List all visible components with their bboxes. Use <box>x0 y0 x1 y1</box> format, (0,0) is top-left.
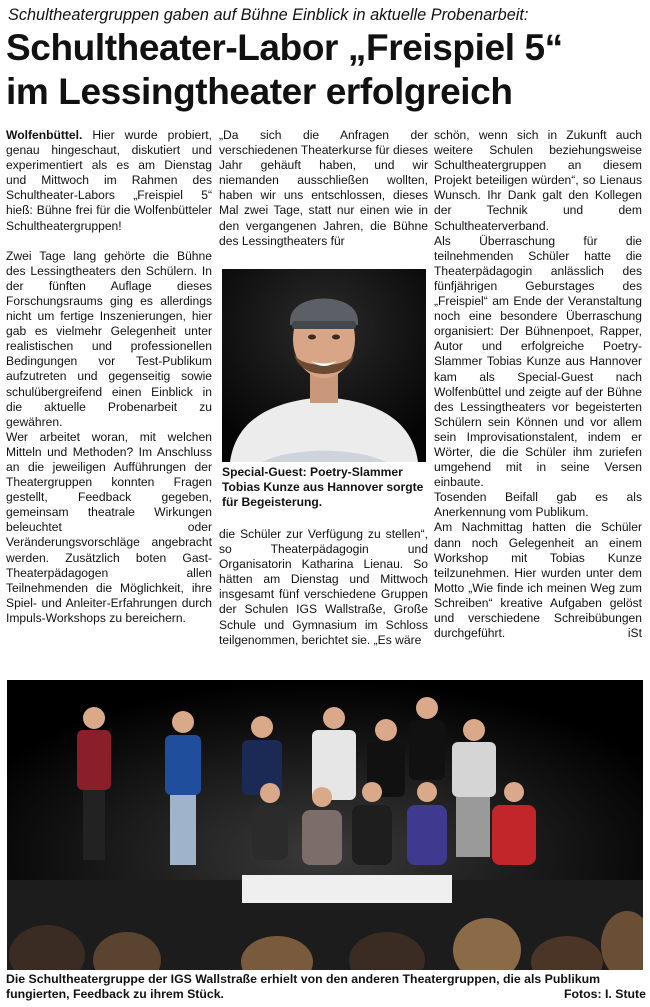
paragraph: „Da sich die Anfragen der verschiedenen Theaterkurse für dieses Jahr gehäuft haben, und wir niemanden ausschließen wollten, haben wir uns entschlossen, dieses Mal zwei Tage, statt nur einen wie in den vergangenen Jahren, die Bühne des Lessingtheaters für <box>219 128 428 248</box>
headline-line-2: im Lessingtheater erfolgreich <box>6 71 513 112</box>
photo-credit: Fotos: I. Stute <box>564 986 646 1001</box>
stage-illustration <box>7 680 643 970</box>
paragraph: Zwei Tage lang gehörte die Bühne des Lessingtheaters den Schülern. In der fünften Auflage dieses Forschungsraums ging es allerdings nicht um fertige Inszenierungen, hier gab es vielmehr Gelegenheit unter realistischen und professionellen Bedingungen vor Test-Publikum aufzutreten und gegenseitig sowie schulübergreifend einen Einblick in die aktuelle Probenarbeit zu gewähren. <box>6 248 212 429</box>
text-column-2-bottom <box>219 527 428 648</box>
text-column-3 <box>434 128 642 641</box>
stage-photo <box>7 680 643 970</box>
paragraph-text: Am Nachmittag hatten die Schüler dann noch Gelegenheit an einem Workshop mit Tobias Kunze teilzunehmen. Hier wurden unter dem Motto „Wie finde ich meinen Weg zum Schreiben“ kreative Aufgaben gelöst und verschiedene Schreibübungen durchgeführt. <box>434 520 642 641</box>
article-kicker: Schultheatergruppen gaben auf Bühne Einblick in aktuelle Probenarbeit: <box>8 6 529 24</box>
dateline: Wolfenbüttel. <box>6 128 83 142</box>
portrait-photo <box>222 269 426 462</box>
author-signature: iSt <box>627 626 642 641</box>
stage-photo-caption <box>6 972 646 1001</box>
paragraph: schön, wenn sich in Zukunft auch weitere Schulen beziehungsweise Schultheatergruppen an diesem Projekt beteiligen würden“, so Lienaus Wunsch. Ihr Dank galt den Kollegen der Technik und dem Schultheaterverband. <box>434 128 642 233</box>
paragraph: Tosenden Beifall gab es als Anerkennung vom Publikum. <box>434 490 642 520</box>
portrait-illustration <box>222 269 426 462</box>
paragraph-last <box>434 520 642 641</box>
article-headline <box>6 26 646 114</box>
headline-line-1: Schultheater-Labor „Freispiel 5“ <box>6 27 563 68</box>
text-column-2-top <box>219 128 428 249</box>
portrait-caption: Special-Guest: Poetry-Slammer Tobias Kunze aus Hannover sorgte für Begeisterung. <box>222 465 424 510</box>
paragraph-intro <box>6 128 212 234</box>
paragraph: die Schüler zur Verfügung zu stellen“, so Theaterpädagogin und Organisatorin Katharina Lienau. So hätten am Dienstag und Mittwoch insgesamt fünf verschiedene Gruppen der Schulen IGS Wallstraße, Große Schule und Gymnasium im Schloss teilgenommen, berichtet sie. „Es wäre <box>219 527 428 647</box>
intro-text: Hier wurde probiert, genau hingeschaut, diskutiert und experimentiert als es am Dienstag und Mittwoch im Rahmen des Schultheater-Labors „Freispiel 5“ hieß: Bühne frei für die Wolfenbütteler Schultheatergruppen! <box>6 128 212 233</box>
caption-text: Die Schultheatergruppe der IGS Wallstraße erhielt von den anderen Theatergruppen, die als Publikum fungierten, Feedback zu ihrem Stück. <box>6 972 601 1001</box>
text-column-1 <box>6 128 212 626</box>
paragraph: Als Überraschung für die teilnehmenden Schüler hatte die Theaterpädagogin anlässlich des fünfjährigen Geburstages des „Freispiel“ am Ende der Veranstaltung noch eine besondere Überraschung organisiert: Der Bühnenpoet, Rapper, Autor und erfolgreiche Poetry-Slammer Tobias Kunze aus Hannover kam als Special-Guest nach Wolfenbüttel und zeigte auf der Bühne des Lessingtheaters vor begeisterten Schülern sein Können und vor allem sein Improvisationstalent, indem er Wörter, die die Schüler ihm zuriefen umgehend mit in seine Versen einbaute. <box>434 233 642 490</box>
paragraph: Wer arbeitet woran, mit welchen Mitteln und Methoden? Im Anschluss an die jeweiligen Aufführungen der Theatergruppen konnten Fragen gestellt, Feedback gegeben, gemeinsam theatrale Wirkungen beleuchtet oder Veränderungsvorschläge angebracht werden. Zusätzlich boten Gast-Theaterpädagogen allen Teilnehmenden die Möglichkeit, ihre Spiel- und Anleiter-Erfahrungen durch Impuls-Workshops zu bereichern. <box>6 429 212 625</box>
